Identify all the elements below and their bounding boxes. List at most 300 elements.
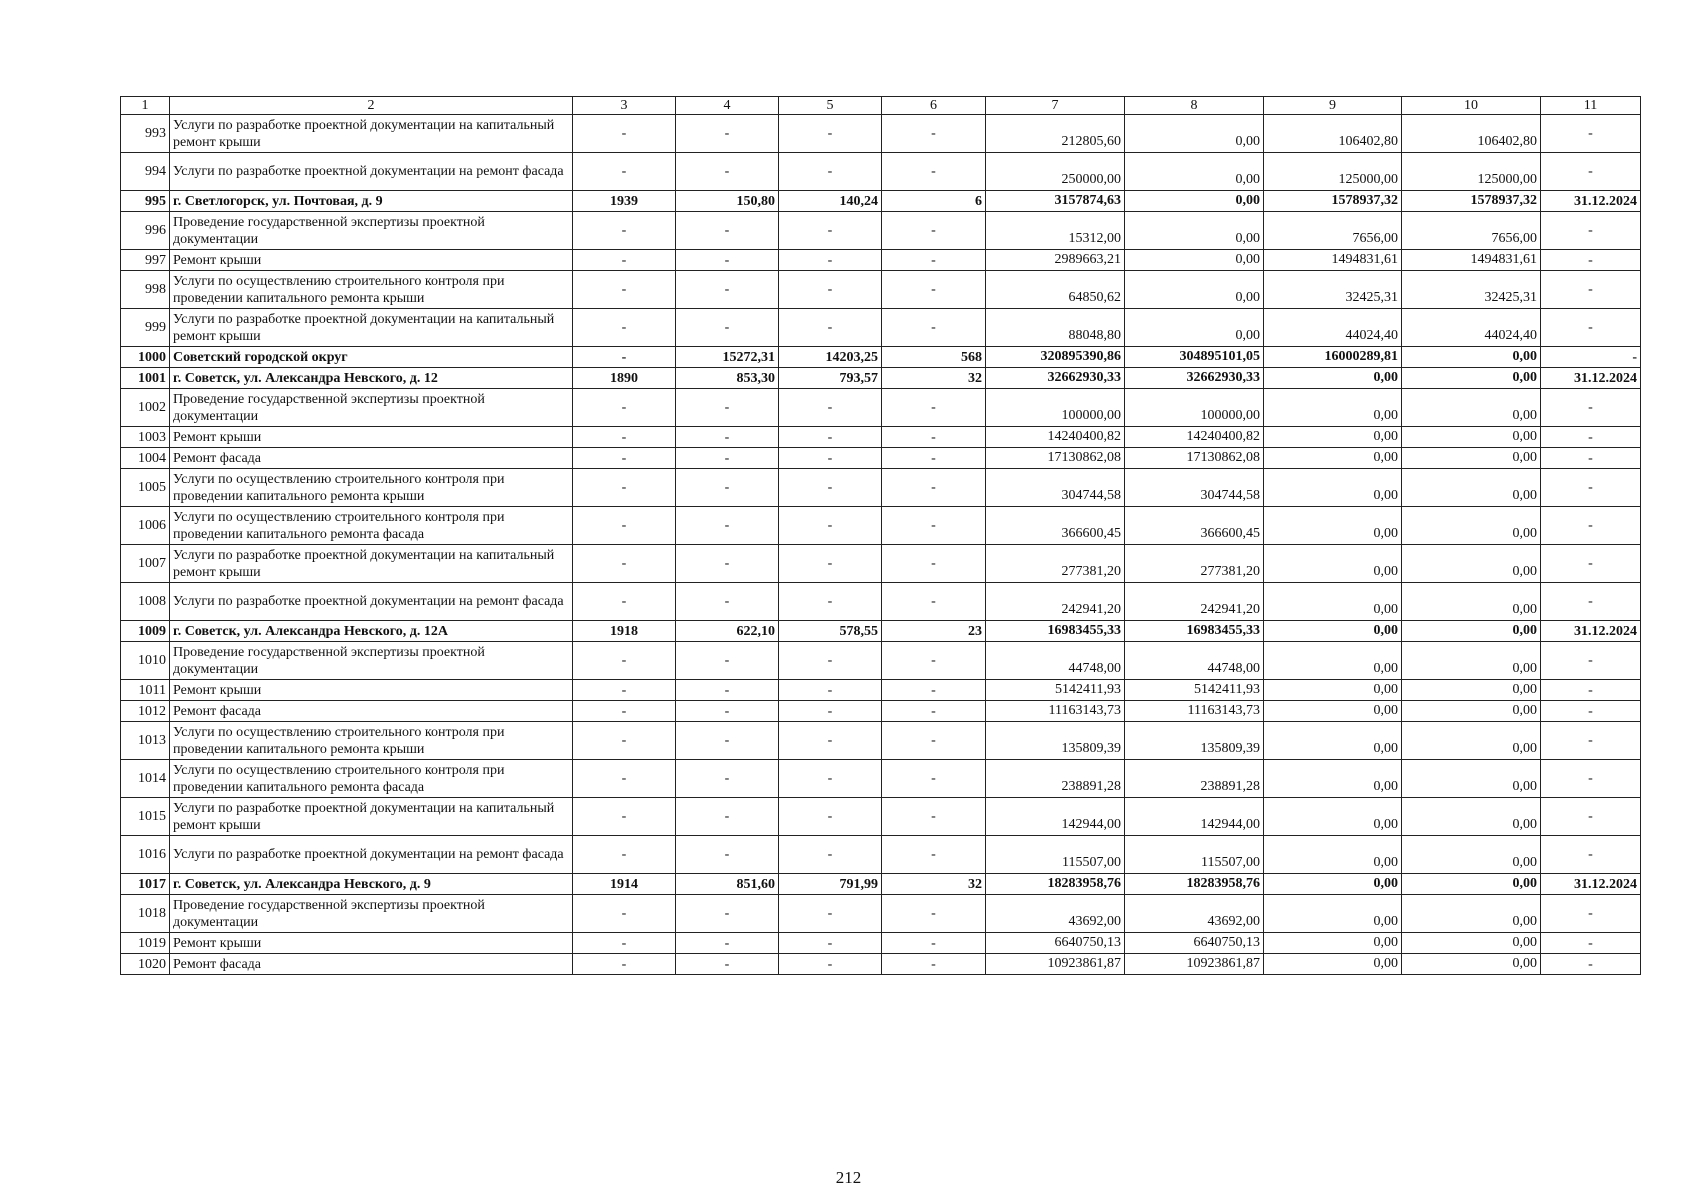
cell-col-10: 0,00 [1402, 798, 1541, 836]
cell-col-3: - [573, 309, 676, 347]
cell-col-6: - [882, 448, 986, 469]
cell-col-2: Ремонт фасада [170, 701, 573, 722]
cell-col-1: 1000 [121, 347, 170, 368]
cell-col-9: 0,00 [1264, 642, 1402, 680]
cell-col-1: 1018 [121, 895, 170, 933]
table-row [121, 448, 1641, 469]
cell-col-6: 6 [882, 191, 986, 212]
cell-col-1: 1007 [121, 545, 170, 583]
cell-col-8: 0,00 [1125, 309, 1264, 347]
cell-col-10: 0,00 [1402, 448, 1541, 469]
cell-col-7: 18283958,76 [986, 874, 1125, 895]
cell-col-9: 0,00 [1264, 933, 1402, 954]
cell-col-11: - [1541, 469, 1641, 507]
cell-col-1: 996 [121, 212, 170, 250]
cell-col-4: - [676, 115, 779, 153]
cell-col-5: 14203,25 [779, 347, 882, 368]
cell-col-10: 0,00 [1402, 722, 1541, 760]
cell-col-9: 0,00 [1264, 583, 1402, 621]
cell-col-3: - [573, 583, 676, 621]
cell-col-10: 0,00 [1402, 874, 1541, 895]
cell-col-11: - [1541, 701, 1641, 722]
cell-col-4: - [676, 798, 779, 836]
cell-col-5: - [779, 760, 882, 798]
cell-col-6: - [882, 115, 986, 153]
cell-col-7: 43692,00 [986, 895, 1125, 933]
cell-col-6: - [882, 933, 986, 954]
cell-col-6: - [882, 212, 986, 250]
cell-col-4: - [676, 722, 779, 760]
cell-col-3: - [573, 271, 676, 309]
cell-col-8: 238891,28 [1125, 760, 1264, 798]
cell-col-4: - [676, 954, 779, 975]
cell-col-6: - [882, 309, 986, 347]
cell-col-2: Ремонт фасада [170, 448, 573, 469]
cell-col-9: 1578937,32 [1264, 191, 1402, 212]
column-number-8: 8 [1125, 97, 1264, 115]
cell-col-4: 851,60 [676, 874, 779, 895]
cell-col-5: - [779, 389, 882, 427]
cell-col-6: - [882, 427, 986, 448]
cell-col-4: - [676, 309, 779, 347]
cell-col-11: - [1541, 212, 1641, 250]
table-body [121, 115, 1641, 975]
cell-col-6: 32 [882, 874, 986, 895]
cell-col-7: 100000,00 [986, 389, 1125, 427]
cell-col-8: 17130862,08 [1125, 448, 1264, 469]
cell-col-8: 43692,00 [1125, 895, 1264, 933]
cell-col-8: 115507,00 [1125, 836, 1264, 874]
cell-col-11: - [1541, 389, 1641, 427]
cell-col-1: 1017 [121, 874, 170, 895]
cell-col-9: 0,00 [1264, 836, 1402, 874]
cell-col-5: 791,99 [779, 874, 882, 895]
cell-col-7: 142944,00 [986, 798, 1125, 836]
cell-col-11: - [1541, 427, 1641, 448]
cell-col-8: 10923861,87 [1125, 954, 1264, 975]
cell-col-2: Ремонт фасада [170, 954, 573, 975]
cell-col-2: Услуги по разработке проектной документации на ремонт фасада [170, 836, 573, 874]
cell-col-2: Услуги по осуществлению строительного контроля при проведении капитального ремонта крыши [170, 469, 573, 507]
cell-col-5: - [779, 798, 882, 836]
cell-col-3: - [573, 153, 676, 191]
cell-col-6: - [882, 954, 986, 975]
document-sheet [120, 96, 1641, 975]
cell-col-11: - [1541, 583, 1641, 621]
cell-col-2: Услуги по разработке проектной документации на ремонт фасада [170, 583, 573, 621]
cell-col-4: - [676, 153, 779, 191]
column-number-5: 5 [779, 97, 882, 115]
cell-col-4: 853,30 [676, 368, 779, 389]
cell-col-2: Услуги по осуществлению строительного контроля при проведении капитального ремонта крыши [170, 722, 573, 760]
cell-col-7: 277381,20 [986, 545, 1125, 583]
cell-col-7: 2989663,21 [986, 250, 1125, 271]
table-row [121, 954, 1641, 975]
cell-col-6: - [882, 798, 986, 836]
cell-col-8: 242941,20 [1125, 583, 1264, 621]
cell-col-9: 0,00 [1264, 368, 1402, 389]
cell-col-11: - [1541, 507, 1641, 545]
cell-col-4: - [676, 545, 779, 583]
cell-col-8: 0,00 [1125, 191, 1264, 212]
cell-col-8: 100000,00 [1125, 389, 1264, 427]
cell-col-11: - [1541, 722, 1641, 760]
cell-col-2: Проведение государственной экспертизы проектной документации [170, 642, 573, 680]
cell-col-10: 0,00 [1402, 368, 1541, 389]
cell-col-2: Услуги по разработке проектной документации на ремонт фасада [170, 153, 573, 191]
cell-col-8: 14240400,82 [1125, 427, 1264, 448]
cell-col-9: 0,00 [1264, 701, 1402, 722]
cell-col-7: 32662930,33 [986, 368, 1125, 389]
cell-col-6: - [882, 895, 986, 933]
cell-col-7: 3157874,63 [986, 191, 1125, 212]
cell-col-11: - [1541, 836, 1641, 874]
table-row [121, 469, 1641, 507]
cell-col-7: 5142411,93 [986, 680, 1125, 701]
cell-col-4: - [676, 760, 779, 798]
cell-col-1: 1020 [121, 954, 170, 975]
cell-col-9: 0,00 [1264, 722, 1402, 760]
cell-col-6: - [882, 507, 986, 545]
table-row [121, 153, 1641, 191]
cell-col-2: Ремонт крыши [170, 680, 573, 701]
cell-col-4: - [676, 895, 779, 933]
cell-col-1: 1009 [121, 621, 170, 642]
cell-col-11: - [1541, 642, 1641, 680]
cell-col-3: - [573, 701, 676, 722]
capital-repair-table [120, 96, 1641, 975]
cell-col-1: 1004 [121, 448, 170, 469]
cell-col-3: - [573, 895, 676, 933]
cell-col-7: 6640750,13 [986, 933, 1125, 954]
cell-col-11: - [1541, 250, 1641, 271]
cell-col-7: 135809,39 [986, 722, 1125, 760]
cell-col-5: - [779, 427, 882, 448]
column-number-9: 9 [1264, 97, 1402, 115]
cell-col-4: - [676, 427, 779, 448]
cell-col-1: 1010 [121, 642, 170, 680]
cell-col-7: 64850,62 [986, 271, 1125, 309]
cell-col-3: - [573, 347, 676, 368]
cell-col-4: - [676, 642, 779, 680]
cell-col-3: - [573, 760, 676, 798]
cell-col-2: г. Советск, ул. Александра Невского, д. 12А [170, 621, 573, 642]
cell-col-5: - [779, 836, 882, 874]
cell-col-3: - [573, 469, 676, 507]
cell-col-10: 0,00 [1402, 642, 1541, 680]
cell-col-6: - [882, 760, 986, 798]
cell-col-5: - [779, 642, 882, 680]
cell-col-8: 0,00 [1125, 271, 1264, 309]
cell-col-5: 140,24 [779, 191, 882, 212]
cell-col-11: 31.12.2024 [1541, 368, 1641, 389]
cell-col-1: 1003 [121, 427, 170, 448]
cell-col-2: Услуги по разработке проектной документации на капитальный ремонт крыши [170, 309, 573, 347]
cell-col-3: - [573, 448, 676, 469]
cell-col-8: 32662930,33 [1125, 368, 1264, 389]
cell-col-6: - [882, 583, 986, 621]
cell-col-7: 88048,80 [986, 309, 1125, 347]
cell-col-4: - [676, 933, 779, 954]
cell-col-1: 998 [121, 271, 170, 309]
cell-col-10: 0,00 [1402, 583, 1541, 621]
cell-col-5: - [779, 933, 882, 954]
cell-col-7: 212805,60 [986, 115, 1125, 153]
cell-col-3: 1890 [573, 368, 676, 389]
cell-col-4: 15272,31 [676, 347, 779, 368]
table-row [121, 836, 1641, 874]
cell-col-11: 31.12.2024 [1541, 874, 1641, 895]
cell-col-11: - [1541, 545, 1641, 583]
cell-col-5: - [779, 309, 882, 347]
cell-col-11: - [1541, 895, 1641, 933]
table-row [121, 621, 1641, 642]
cell-col-5: - [779, 469, 882, 507]
cell-col-10: 0,00 [1402, 507, 1541, 545]
cell-col-8: 0,00 [1125, 153, 1264, 191]
cell-col-4: - [676, 448, 779, 469]
table-row [121, 583, 1641, 621]
cell-col-5: - [779, 722, 882, 760]
table-row [121, 701, 1641, 722]
cell-col-10: 0,00 [1402, 680, 1541, 701]
cell-col-10: 125000,00 [1402, 153, 1541, 191]
cell-col-2: Услуги по разработке проектной документации на капитальный ремонт крыши [170, 798, 573, 836]
cell-col-9: 0,00 [1264, 874, 1402, 895]
cell-col-6: - [882, 389, 986, 427]
cell-col-8: 18283958,76 [1125, 874, 1264, 895]
cell-col-6: 568 [882, 347, 986, 368]
cell-col-6: - [882, 680, 986, 701]
cell-col-10: 7656,00 [1402, 212, 1541, 250]
cell-col-9: 44024,40 [1264, 309, 1402, 347]
cell-col-3: - [573, 427, 676, 448]
cell-col-2: Услуги по осуществлению строительного контроля при проведении капитального ремонта фасада [170, 507, 573, 545]
cell-col-5: - [779, 545, 882, 583]
cell-col-1: 1002 [121, 389, 170, 427]
table-row [121, 427, 1641, 448]
cell-col-4: 622,10 [676, 621, 779, 642]
cell-col-11: - [1541, 798, 1641, 836]
cell-col-11: - [1541, 954, 1641, 975]
cell-col-10: 0,00 [1402, 701, 1541, 722]
cell-col-10: 1494831,61 [1402, 250, 1541, 271]
cell-col-7: 242941,20 [986, 583, 1125, 621]
cell-col-11: - [1541, 760, 1641, 798]
cell-col-5: - [779, 271, 882, 309]
cell-col-9: 16000289,81 [1264, 347, 1402, 368]
table-row [121, 212, 1641, 250]
cell-col-8: 0,00 [1125, 250, 1264, 271]
cell-col-8: 5142411,93 [1125, 680, 1264, 701]
cell-col-10: 0,00 [1402, 933, 1541, 954]
cell-col-5: - [779, 583, 882, 621]
cell-col-1: 994 [121, 153, 170, 191]
cell-col-6: - [882, 545, 986, 583]
cell-col-3: 1914 [573, 874, 676, 895]
table-row [121, 115, 1641, 153]
cell-col-11: 31.12.2024 [1541, 191, 1641, 212]
table-row [121, 271, 1641, 309]
cell-col-5: - [779, 895, 882, 933]
column-number-11: 11 [1541, 97, 1641, 115]
cell-col-5: - [779, 153, 882, 191]
table-row [121, 347, 1641, 368]
cell-col-3: - [573, 507, 676, 545]
table-row [121, 250, 1641, 271]
cell-col-6: - [882, 836, 986, 874]
cell-col-3: - [573, 680, 676, 701]
cell-col-6: - [882, 642, 986, 680]
column-number-2: 2 [170, 97, 573, 115]
cell-col-2: Проведение государственной экспертизы проектной документации [170, 895, 573, 933]
table-row [121, 680, 1641, 701]
cell-col-1: 1015 [121, 798, 170, 836]
cell-col-2: Советский городской округ [170, 347, 573, 368]
cell-col-1: 1016 [121, 836, 170, 874]
column-number-6: 6 [882, 97, 986, 115]
table-row [121, 368, 1641, 389]
cell-col-9: 7656,00 [1264, 212, 1402, 250]
cell-col-4: - [676, 507, 779, 545]
cell-col-4: - [676, 389, 779, 427]
cell-col-2: Услуги по осуществлению строительного контроля при проведении капитального ремонта крыши [170, 271, 573, 309]
cell-col-2: г. Советск, ул. Александра Невского, д. 9 [170, 874, 573, 895]
cell-col-4: - [676, 701, 779, 722]
cell-col-5: - [779, 115, 882, 153]
cell-col-1: 1005 [121, 469, 170, 507]
table-row [121, 760, 1641, 798]
cell-col-9: 0,00 [1264, 895, 1402, 933]
cell-col-6: - [882, 701, 986, 722]
cell-col-9: 0,00 [1264, 448, 1402, 469]
cell-col-9: 0,00 [1264, 507, 1402, 545]
cell-col-5: - [779, 701, 882, 722]
cell-col-3: - [573, 642, 676, 680]
cell-col-10: 0,00 [1402, 427, 1541, 448]
cell-col-11: - [1541, 153, 1641, 191]
cell-col-10: 0,00 [1402, 895, 1541, 933]
cell-col-1: 1006 [121, 507, 170, 545]
cell-col-10: 0,00 [1402, 389, 1541, 427]
table-row [121, 545, 1641, 583]
cell-col-7: 238891,28 [986, 760, 1125, 798]
cell-col-7: 15312,00 [986, 212, 1125, 250]
cell-col-2: Услуги по разработке проектной документации на капитальный ремонт крыши [170, 545, 573, 583]
cell-col-4: - [676, 680, 779, 701]
cell-col-1: 1012 [121, 701, 170, 722]
cell-col-2: г. Светлогорск, ул. Почтовая, д. 9 [170, 191, 573, 212]
cell-col-1: 997 [121, 250, 170, 271]
cell-col-9: 0,00 [1264, 469, 1402, 507]
cell-col-6: - [882, 250, 986, 271]
cell-col-11: - [1541, 271, 1641, 309]
cell-col-2: Ремонт крыши [170, 250, 573, 271]
cell-col-8: 44748,00 [1125, 642, 1264, 680]
cell-col-7: 16983455,33 [986, 621, 1125, 642]
cell-col-1: 1013 [121, 722, 170, 760]
cell-col-4: - [676, 250, 779, 271]
table-row [121, 507, 1641, 545]
cell-col-10: 0,00 [1402, 545, 1541, 583]
cell-col-5: 793,57 [779, 368, 882, 389]
cell-col-2: Ремонт крыши [170, 933, 573, 954]
cell-col-4: - [676, 212, 779, 250]
cell-col-8: 135809,39 [1125, 722, 1264, 760]
cell-col-2: Проведение государственной экспертизы проектной документации [170, 389, 573, 427]
cell-col-7: 115507,00 [986, 836, 1125, 874]
cell-col-11: - [1541, 309, 1641, 347]
cell-col-2: Проведение государственной экспертизы проектной документации [170, 212, 573, 250]
cell-col-8: 366600,45 [1125, 507, 1264, 545]
cell-col-4: - [676, 271, 779, 309]
cell-col-9: 0,00 [1264, 798, 1402, 836]
cell-col-1: 1014 [121, 760, 170, 798]
cell-col-3: - [573, 250, 676, 271]
cell-col-10: 0,00 [1402, 347, 1541, 368]
table-row [121, 722, 1641, 760]
cell-col-8: 304895101,05 [1125, 347, 1264, 368]
cell-col-8: 304744,58 [1125, 469, 1264, 507]
cell-col-9: 0,00 [1264, 680, 1402, 701]
cell-col-5: - [779, 250, 882, 271]
cell-col-3: - [573, 836, 676, 874]
cell-col-2: г. Советск, ул. Александра Невского, д. 12 [170, 368, 573, 389]
cell-col-6: 32 [882, 368, 986, 389]
cell-col-7: 10923861,87 [986, 954, 1125, 975]
cell-col-10: 44024,40 [1402, 309, 1541, 347]
cell-col-1: 1001 [121, 368, 170, 389]
cell-col-5: - [779, 507, 882, 545]
column-number-10: 10 [1402, 97, 1541, 115]
cell-col-9: 0,00 [1264, 954, 1402, 975]
cell-col-5: - [779, 954, 882, 975]
cell-col-7: 14240400,82 [986, 427, 1125, 448]
cell-col-6: - [882, 469, 986, 507]
cell-col-3: - [573, 545, 676, 583]
cell-col-7: 366600,45 [986, 507, 1125, 545]
cell-col-9: 1494831,61 [1264, 250, 1402, 271]
cell-col-11: - [1541, 933, 1641, 954]
cell-col-8: 277381,20 [1125, 545, 1264, 583]
cell-col-7: 320895390,86 [986, 347, 1125, 368]
cell-col-6: - [882, 722, 986, 760]
cell-col-7: 304744,58 [986, 469, 1125, 507]
cell-col-5: 578,55 [779, 621, 882, 642]
cell-col-10: 1578937,32 [1402, 191, 1541, 212]
cell-col-4: 150,80 [676, 191, 779, 212]
cell-col-10: 0,00 [1402, 621, 1541, 642]
table-row [121, 642, 1641, 680]
cell-col-10: 0,00 [1402, 836, 1541, 874]
cell-col-11: - [1541, 347, 1641, 368]
cell-col-10: 0,00 [1402, 954, 1541, 975]
cell-col-11: - [1541, 115, 1641, 153]
cell-col-9: 0,00 [1264, 545, 1402, 583]
cell-col-8: 142944,00 [1125, 798, 1264, 836]
cell-col-1: 1008 [121, 583, 170, 621]
column-number-7: 7 [986, 97, 1125, 115]
cell-col-9: 32425,31 [1264, 271, 1402, 309]
cell-col-3: - [573, 954, 676, 975]
table-row [121, 389, 1641, 427]
cell-col-7: 250000,00 [986, 153, 1125, 191]
cell-col-11: 31.12.2024 [1541, 621, 1641, 642]
column-number-row [121, 97, 1641, 115]
table-row [121, 874, 1641, 895]
column-number-1: 1 [121, 97, 170, 115]
cell-col-3: - [573, 798, 676, 836]
